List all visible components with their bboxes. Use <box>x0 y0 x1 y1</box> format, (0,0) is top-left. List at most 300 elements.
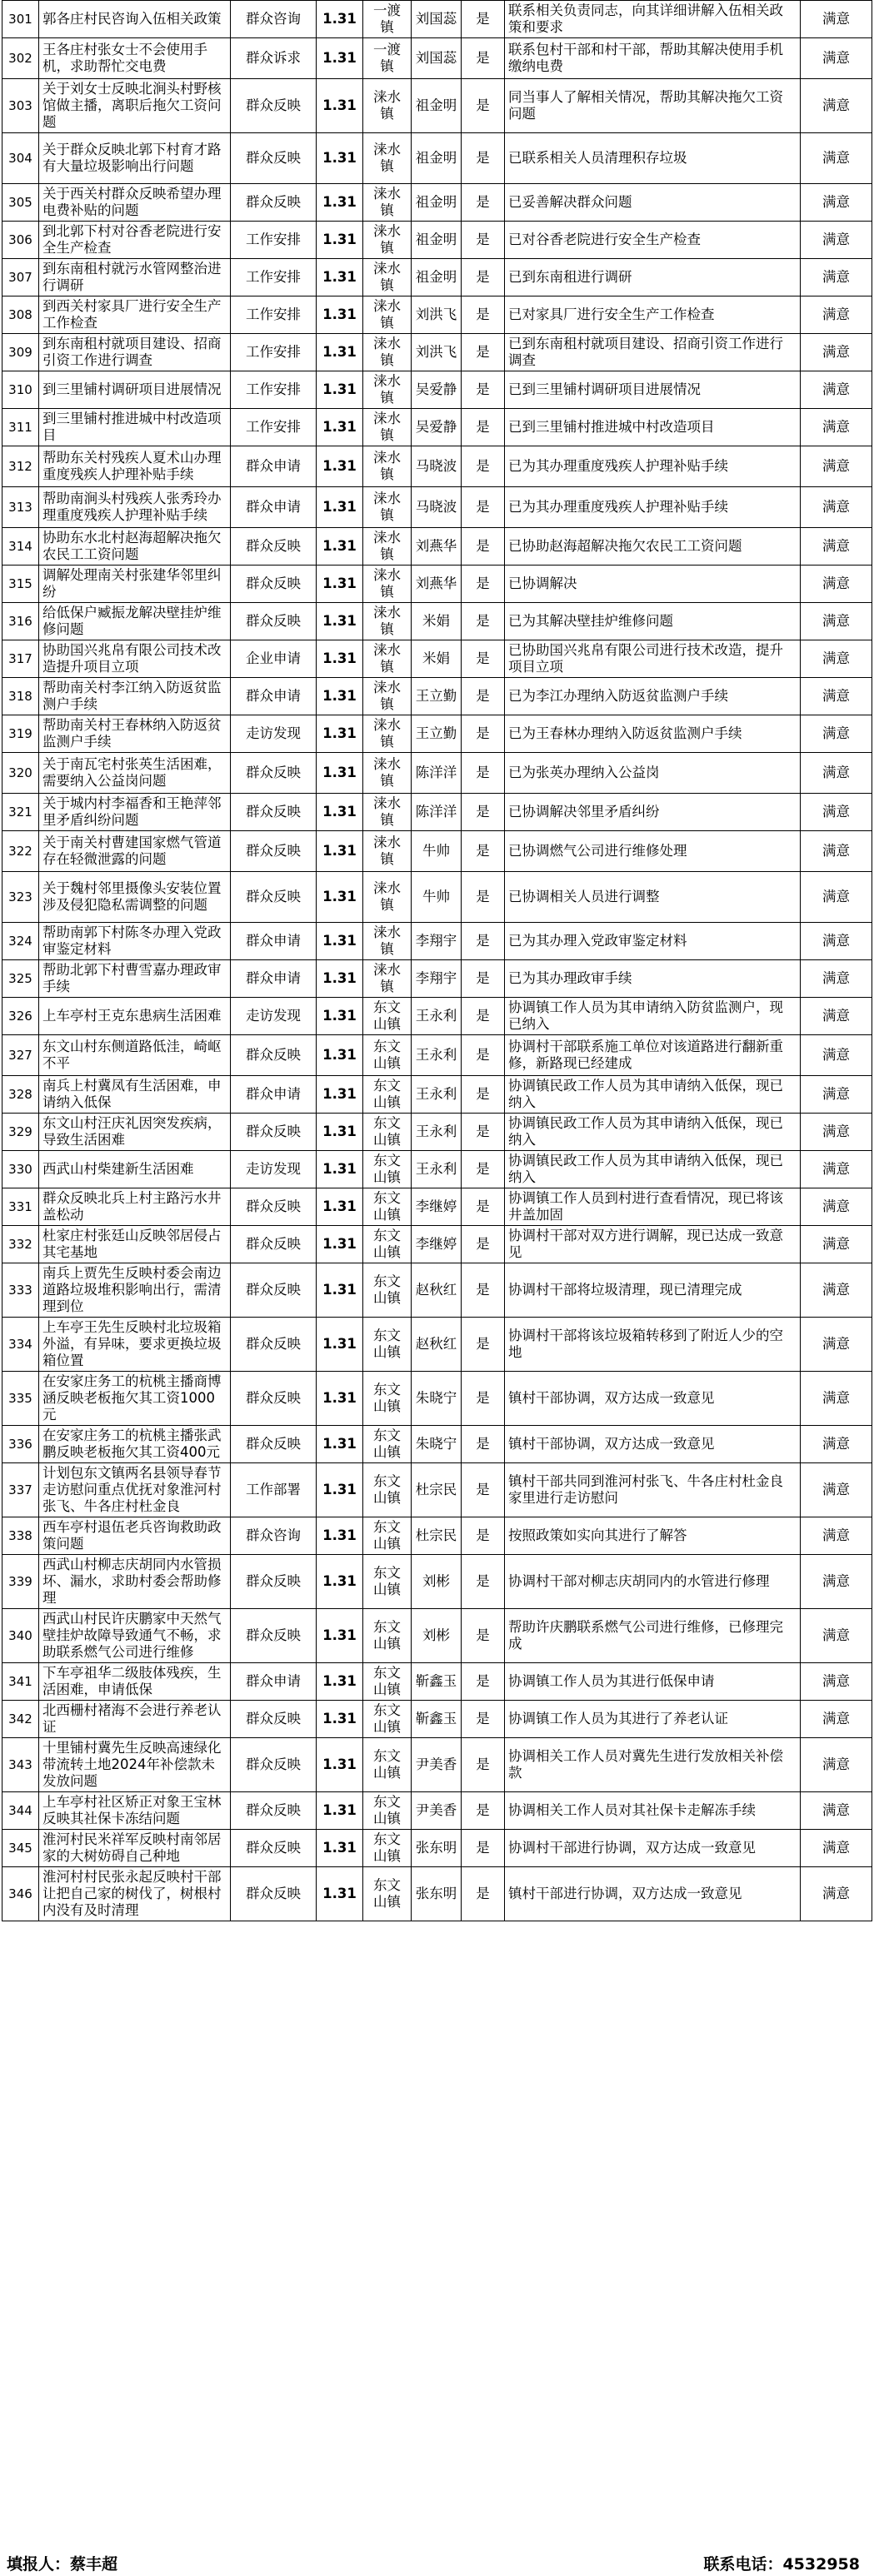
town: 东文山镇 <box>363 1555 412 1609</box>
issue-description: 上车亭村社区矫正对象王宝林反映其社保卡冻结问题 <box>39 1792 231 1830</box>
issue-description: 上车亭村王克东患病生活困难 <box>39 998 231 1035</box>
handler: 李继婷 <box>412 1226 462 1263</box>
table-row <box>2 1076 872 1114</box>
resolution: 帮助许庆鹏联系燃气公司进行维修，已修理完成 <box>505 1609 801 1663</box>
resolved-flag: 是 <box>462 1318 505 1372</box>
row-number: 331 <box>2 1188 39 1226</box>
date: 1.31 <box>317 753 363 794</box>
handler: 祖金明 <box>412 133 462 184</box>
table-row <box>2 998 872 1035</box>
handler: 刘燕华 <box>412 566 462 603</box>
row-number: 303 <box>2 79 39 133</box>
issue-description: 给低保户臧振龙解决壁挂炉维修问题 <box>39 603 231 640</box>
issue-description: 西武山村柳志庆胡同内水管损坏、漏水，求助村委会帮助修理 <box>39 1555 231 1609</box>
resolution: 已协调燃气公司进行维修处理 <box>505 831 801 872</box>
table-row <box>2 79 872 133</box>
town: 东文山镇 <box>363 1609 412 1663</box>
handler: 祖金明 <box>412 79 462 133</box>
date: 1.31 <box>317 831 363 872</box>
resolution: 已协助赵海超解决拖欠农民工工资问题 <box>505 528 801 566</box>
handler: 米娟 <box>412 603 462 640</box>
resolved-flag: 是 <box>462 1035 505 1076</box>
issue-type: 企业申请 <box>231 640 317 678</box>
issue-type: 群众反映 <box>231 566 317 603</box>
issue-type: 群众反映 <box>231 1372 317 1426</box>
town: 涞水镇 <box>363 184 412 222</box>
town: 东文山镇 <box>363 1830 412 1867</box>
row-number: 328 <box>2 1076 39 1114</box>
issue-description: 下车亭祖华二级肢体残疾，生活困难，申请低保 <box>39 1663 231 1701</box>
handler: 刘彬 <box>412 1555 462 1609</box>
table-row <box>2 1867 872 1921</box>
row-number: 344 <box>2 1792 39 1830</box>
table-row <box>2 1463 872 1517</box>
date: 1.31 <box>317 1609 363 1663</box>
resolution: 已协调解决邻里矛盾纠纷 <box>505 794 801 831</box>
resolved-flag: 是 <box>462 79 505 133</box>
handler: 李继婷 <box>412 1188 462 1226</box>
issue-type: 工作安排 <box>231 259 317 296</box>
handler: 朱晓宁 <box>412 1372 462 1426</box>
date: 1.31 <box>317 1463 363 1517</box>
issue-description: 东文山村东侧道路低洼，崎岖不平 <box>39 1035 231 1076</box>
handler: 刘彬 <box>412 1609 462 1663</box>
issue-description: 淮河村民米祥军反映村南邻居家的大树妨碍自己种地 <box>39 1830 231 1867</box>
issue-type: 群众咨询 <box>231 1 317 38</box>
date: 1.31 <box>317 678 363 715</box>
town: 东文山镇 <box>363 1792 412 1830</box>
resolution: 已协助国兴兆帛有限公司进行技术改造，提升项目立项 <box>505 640 801 678</box>
resolution: 镇村干部进行协调，双方达成一致意见 <box>505 1867 801 1921</box>
satisfaction: 满意 <box>801 715 872 753</box>
resolved-flag: 是 <box>462 831 505 872</box>
table-row <box>2 528 872 566</box>
handler: 杜宗民 <box>412 1517 462 1555</box>
handler: 王立勤 <box>412 678 462 715</box>
town: 涞水镇 <box>363 753 412 794</box>
handler: 李翔宇 <box>412 923 462 960</box>
resolution: 协调村干部将垃圾清理，现已清理完成 <box>505 1263 801 1318</box>
resolution: 已联系相关人员清理积存垃圾 <box>505 133 801 184</box>
town: 东文山镇 <box>363 1076 412 1114</box>
satisfaction: 满意 <box>801 334 872 371</box>
resolved-flag: 是 <box>462 1701 505 1738</box>
resolution: 镇村干部共同到淮河村张飞、牛各庄村杜金良家里进行走访慰问 <box>505 1463 801 1517</box>
satisfaction: 满意 <box>801 923 872 960</box>
issue-description: 关于城内村李福香和王艳萍邻里矛盾纠纷问题 <box>39 794 231 831</box>
date: 1.31 <box>317 1663 363 1701</box>
issue-description: 西车亭村退伍老兵咨询救助政策问题 <box>39 1517 231 1555</box>
town: 涞水镇 <box>363 640 412 678</box>
issue-type: 群众申请 <box>231 1076 317 1114</box>
resolution: 协调村干部联系施工单位对该道路进行翻新重修，新路现已经建成 <box>505 1035 801 1076</box>
resolved-flag: 是 <box>462 1188 505 1226</box>
resolved-flag: 是 <box>462 603 505 640</box>
work-log-table-container <box>2 0 872 1921</box>
table-row <box>2 1372 872 1426</box>
resolved-flag: 是 <box>462 334 505 371</box>
issue-type: 工作安排 <box>231 371 317 409</box>
handler: 赵秋红 <box>412 1263 462 1318</box>
satisfaction: 满意 <box>801 371 872 409</box>
handler: 王永利 <box>412 1035 462 1076</box>
issue-description: 帮助东关村残疾人夏术山办理重度残疾人护理补贴手续 <box>39 446 231 487</box>
date: 1.31 <box>317 1263 363 1318</box>
satisfaction: 满意 <box>801 1263 872 1318</box>
town: 东文山镇 <box>363 1701 412 1738</box>
issue-description: 十里铺村冀先生反映高速绿化带流转土地2024年补偿款未发放问题 <box>39 1738 231 1792</box>
row-number: 343 <box>2 1738 39 1792</box>
issue-description: 到东南租村就污水管网整治进行调研 <box>39 259 231 296</box>
resolved-flag: 是 <box>462 1372 505 1426</box>
table-row <box>2 831 872 872</box>
town: 东文山镇 <box>363 1463 412 1517</box>
resolved-flag: 是 <box>462 1076 505 1114</box>
issue-type: 群众反映 <box>231 1830 317 1867</box>
resolved-flag: 是 <box>462 1226 505 1263</box>
table-row <box>2 1701 872 1738</box>
resolved-flag: 是 <box>462 296 505 334</box>
table-row <box>2 1188 872 1226</box>
date: 1.31 <box>317 1830 363 1867</box>
town: 涞水镇 <box>363 446 412 487</box>
table-row <box>2 923 872 960</box>
date: 1.31 <box>317 1 363 38</box>
resolved-flag: 是 <box>462 872 505 923</box>
row-number: 323 <box>2 872 39 923</box>
town: 涞水镇 <box>363 678 412 715</box>
issue-type: 群众反映 <box>231 1318 317 1372</box>
handler: 刘国蕊 <box>412 1 462 38</box>
table-row <box>2 1 872 38</box>
town: 涞水镇 <box>363 960 412 998</box>
issue-description: 东文山村汪庆礼因突发疾病，导致生活困难 <box>39 1114 231 1151</box>
date: 1.31 <box>317 960 363 998</box>
issue-description: 关于刘女士反映北涧头村野核馆做主播，离职后拖欠工资问题 <box>39 79 231 133</box>
resolution: 协调村干部对双方进行调解，现已达成一致意见 <box>505 1226 801 1263</box>
date: 1.31 <box>317 794 363 831</box>
handler: 王永利 <box>412 998 462 1035</box>
resolved-flag: 是 <box>462 1609 505 1663</box>
date: 1.31 <box>317 1318 363 1372</box>
issue-type: 群众反映 <box>231 133 317 184</box>
resolution: 按照政策如实向其进行了解答 <box>505 1517 801 1555</box>
table-row <box>2 487 872 528</box>
date: 1.31 <box>317 872 363 923</box>
handler: 王永利 <box>412 1076 462 1114</box>
issue-type: 工作安排 <box>231 222 317 259</box>
satisfaction: 满意 <box>801 1792 872 1830</box>
filler-info <box>7 2552 117 2574</box>
town: 东文山镇 <box>363 998 412 1035</box>
satisfaction: 满意 <box>801 259 872 296</box>
issue-type: 群众申请 <box>231 923 317 960</box>
satisfaction: 满意 <box>801 603 872 640</box>
town: 东文山镇 <box>363 1114 412 1151</box>
satisfaction: 满意 <box>801 1663 872 1701</box>
date: 1.31 <box>317 446 363 487</box>
issue-description: 关于魏村邻里摄像头安装位置涉及侵犯隐私需调整的问题 <box>39 872 231 923</box>
row-number: 329 <box>2 1114 39 1151</box>
issue-description: 到三里铺村推进城中村改造项目 <box>39 409 231 446</box>
date: 1.31 <box>317 38 363 79</box>
issue-description: 西武山村柴建新生活困难 <box>39 1151 231 1188</box>
issue-type: 群众反映 <box>231 184 317 222</box>
handler: 祖金明 <box>412 222 462 259</box>
resolved-flag: 是 <box>462 1 505 38</box>
issue-description: 关于西关村群众反映希望办理电费补贴的问题 <box>39 184 231 222</box>
resolved-flag: 是 <box>462 794 505 831</box>
issue-type: 群众反映 <box>231 753 317 794</box>
satisfaction: 满意 <box>801 960 872 998</box>
satisfaction: 满意 <box>801 1226 872 1263</box>
resolution: 已协调相关人员进行调整 <box>505 872 801 923</box>
date: 1.31 <box>317 1226 363 1263</box>
town: 涞水镇 <box>363 831 412 872</box>
resolution: 已为其解决壁挂炉维修问题 <box>505 603 801 640</box>
town: 东文山镇 <box>363 1867 412 1921</box>
town: 东文山镇 <box>363 1151 412 1188</box>
row-number: 337 <box>2 1463 39 1517</box>
table-row <box>2 872 872 923</box>
issue-description: 到西关村家具厂进行安全生产工作检查 <box>39 296 231 334</box>
resolved-flag: 是 <box>462 1867 505 1921</box>
issue-type: 走访发现 <box>231 715 317 753</box>
table-row <box>2 222 872 259</box>
row-number: 316 <box>2 603 39 640</box>
date: 1.31 <box>317 1792 363 1830</box>
date: 1.31 <box>317 1151 363 1188</box>
table-row <box>2 753 872 794</box>
town: 东文山镇 <box>363 1426 412 1463</box>
resolution: 已协调解决 <box>505 566 801 603</box>
date: 1.31 <box>317 528 363 566</box>
issue-type: 群众反映 <box>231 1609 317 1663</box>
phone-info <box>703 2552 860 2574</box>
handler: 尹美香 <box>412 1738 462 1792</box>
row-number: 306 <box>2 222 39 259</box>
row-number: 327 <box>2 1035 39 1076</box>
table-row <box>2 1035 872 1076</box>
satisfaction: 满意 <box>801 831 872 872</box>
issue-description: 上车亭王先生反映村北垃圾箱外溢，有异味，要求更换垃圾箱位置 <box>39 1318 231 1372</box>
satisfaction: 满意 <box>801 184 872 222</box>
town: 涞水镇 <box>363 133 412 184</box>
issue-type: 群众反映 <box>231 1738 317 1792</box>
resolution: 联系相关负责同志，向其详细讲解入伍相关政策和要求 <box>505 1 801 38</box>
row-number: 335 <box>2 1372 39 1426</box>
handler: 刘燕华 <box>412 528 462 566</box>
row-number: 317 <box>2 640 39 678</box>
issue-description: 郭各庄村民咨询入伍相关政策 <box>39 1 231 38</box>
issue-type: 群众申请 <box>231 1663 317 1701</box>
town: 东文山镇 <box>363 1372 412 1426</box>
phone-label: 联系电话： <box>703 2555 783 2574</box>
row-number: 309 <box>2 334 39 371</box>
satisfaction: 满意 <box>801 1 872 38</box>
table-row <box>2 1263 872 1318</box>
resolution: 协调镇工作人员为其进行了养老认证 <box>505 1701 801 1738</box>
handler: 张东明 <box>412 1830 462 1867</box>
satisfaction: 满意 <box>801 1426 872 1463</box>
table-row <box>2 1114 872 1151</box>
issue-type: 群众申请 <box>231 446 317 487</box>
issue-description: 到东南租村就项目建设、招商引资工作进行调查 <box>39 334 231 371</box>
date: 1.31 <box>317 923 363 960</box>
table-row <box>2 960 872 998</box>
issue-description: 帮助南关村李江纳入防返贫监测户手续 <box>39 678 231 715</box>
issue-description: 协助东水北村赵海超解决拖欠农民工工资问题 <box>39 528 231 566</box>
satisfaction: 满意 <box>801 446 872 487</box>
resolved-flag: 是 <box>462 1151 505 1188</box>
issue-type: 群众反映 <box>231 79 317 133</box>
date: 1.31 <box>317 133 363 184</box>
issue-description: 帮助南涧头村残疾人张秀玲办理重度残疾人护理补贴手续 <box>39 487 231 528</box>
town: 涞水镇 <box>363 603 412 640</box>
resolved-flag: 是 <box>462 678 505 715</box>
satisfaction: 满意 <box>801 1609 872 1663</box>
satisfaction: 满意 <box>801 1867 872 1921</box>
table-row <box>2 133 872 184</box>
resolved-flag: 是 <box>462 1792 505 1830</box>
issue-type: 群众反映 <box>231 872 317 923</box>
resolution: 已妥善解决群众问题 <box>505 184 801 222</box>
date: 1.31 <box>317 1372 363 1426</box>
date: 1.31 <box>317 603 363 640</box>
row-number: 339 <box>2 1555 39 1609</box>
handler: 赵秋红 <box>412 1318 462 1372</box>
resolution: 已为李江办理纳入防返贫监测户手续 <box>505 678 801 715</box>
resolved-flag: 是 <box>462 1738 505 1792</box>
town: 东文山镇 <box>363 1263 412 1318</box>
handler: 王永利 <box>412 1114 462 1151</box>
resolved-flag: 是 <box>462 487 505 528</box>
issue-type: 群众反映 <box>231 1188 317 1226</box>
satisfaction: 满意 <box>801 79 872 133</box>
table-row <box>2 334 872 371</box>
issue-type: 群众反映 <box>231 1426 317 1463</box>
town: 涞水镇 <box>363 566 412 603</box>
resolution: 已为其办理入党政审鉴定材料 <box>505 923 801 960</box>
handler: 刘洪飞 <box>412 296 462 334</box>
issue-type: 群众咨询 <box>231 1517 317 1555</box>
date: 1.31 <box>317 640 363 678</box>
filler-name: 蔡丰超 <box>70 2555 118 2574</box>
resolution: 已为其办理重度残疾人护理补贴手续 <box>505 446 801 487</box>
row-number: 333 <box>2 1263 39 1318</box>
resolved-flag: 是 <box>462 753 505 794</box>
table-row <box>2 1426 872 1463</box>
satisfaction: 满意 <box>801 794 872 831</box>
resolution: 已到东南租进行调研 <box>505 259 801 296</box>
row-number: 310 <box>2 371 39 409</box>
row-number: 325 <box>2 960 39 998</box>
town: 一渡镇 <box>363 1 412 38</box>
satisfaction: 满意 <box>801 222 872 259</box>
resolved-flag: 是 <box>462 1426 505 1463</box>
resolution: 已为王春林办理纳入防返贫监测户手续 <box>505 715 801 753</box>
town: 东文山镇 <box>363 1188 412 1226</box>
handler: 杜宗民 <box>412 1463 462 1517</box>
resolution: 协调相关工作人员对冀先生进行发放相关补偿款 <box>505 1738 801 1792</box>
town: 东文山镇 <box>363 1738 412 1792</box>
issue-description: 群众反映北兵上村主路污水井盖松动 <box>39 1188 231 1226</box>
row-number: 334 <box>2 1318 39 1372</box>
table-row <box>2 1226 872 1263</box>
issue-description: 关于南瓦宅村张英生活困难，需要纳入公益岗问题 <box>39 753 231 794</box>
row-number: 313 <box>2 487 39 528</box>
resolution: 协调镇工作人员为其进行低保申请 <box>505 1663 801 1701</box>
resolution: 协调村干部进行协调，双方达成一致意见 <box>505 1830 801 1867</box>
handler: 靳鑫玉 <box>412 1663 462 1701</box>
town: 涞水镇 <box>363 222 412 259</box>
resolution: 协调镇工作人员为其申请纳入防贫监测户，现已纳入 <box>505 998 801 1035</box>
issue-type: 工作部署 <box>231 1463 317 1517</box>
row-number: 340 <box>2 1609 39 1663</box>
handler: 吴爱静 <box>412 371 462 409</box>
satisfaction: 满意 <box>801 38 872 79</box>
resolved-flag: 是 <box>462 1830 505 1867</box>
issue-description: 计划包东文镇两名县领导春节走访慰问重点优抚对象淮河村张飞、牛各庄村杜金良 <box>39 1463 231 1517</box>
handler: 李翔宇 <box>412 960 462 998</box>
resolution: 协调镇民政工作人员为其申请纳入低保，现已纳入 <box>505 1114 801 1151</box>
resolved-flag: 是 <box>462 446 505 487</box>
town: 东文山镇 <box>363 1226 412 1263</box>
resolved-flag: 是 <box>462 998 505 1035</box>
resolution: 同当事人了解相关情况，帮助其解决拖欠工资问题 <box>505 79 801 133</box>
table-row <box>2 603 872 640</box>
table-row <box>2 38 872 79</box>
resolved-flag: 是 <box>462 1263 505 1318</box>
date: 1.31 <box>317 1738 363 1792</box>
issue-type: 群众反映 <box>231 1867 317 1921</box>
date: 1.31 <box>317 1188 363 1226</box>
table-row <box>2 1318 872 1372</box>
town: 东文山镇 <box>363 1663 412 1701</box>
town: 涞水镇 <box>363 872 412 923</box>
resolution: 镇村干部协调，双方达成一致意见 <box>505 1426 801 1463</box>
table-row <box>2 1663 872 1701</box>
table-row <box>2 259 872 296</box>
resolution: 已为其办理重度残疾人护理补贴手续 <box>505 487 801 528</box>
table-row <box>2 1609 872 1663</box>
issue-type: 工作安排 <box>231 409 317 446</box>
table-row <box>2 794 872 831</box>
date: 1.31 <box>317 184 363 222</box>
issue-type: 群众反映 <box>231 831 317 872</box>
satisfaction: 满意 <box>801 133 872 184</box>
date: 1.31 <box>317 222 363 259</box>
row-number: 338 <box>2 1517 39 1555</box>
issue-type: 群众反映 <box>231 1226 317 1263</box>
issue-type: 群众反映 <box>231 1555 317 1609</box>
row-number: 304 <box>2 133 39 184</box>
row-number: 326 <box>2 998 39 1035</box>
table-row <box>2 1517 872 1555</box>
satisfaction: 满意 <box>801 1151 872 1188</box>
issue-type: 群众申请 <box>231 960 317 998</box>
row-number: 346 <box>2 1867 39 1921</box>
row-number: 305 <box>2 184 39 222</box>
satisfaction: 满意 <box>801 753 872 794</box>
satisfaction: 满意 <box>801 1701 872 1738</box>
date: 1.31 <box>317 296 363 334</box>
resolution: 协调相关工作人员对其社保卡走解冻手续 <box>505 1792 801 1830</box>
resolution: 镇村干部协调，双方达成一致意见 <box>505 1372 801 1426</box>
row-number: 345 <box>2 1830 39 1867</box>
town: 涞水镇 <box>363 259 412 296</box>
issue-description: 关于群众反映北郭下村育才路有大量垃圾影响出行问题 <box>39 133 231 184</box>
